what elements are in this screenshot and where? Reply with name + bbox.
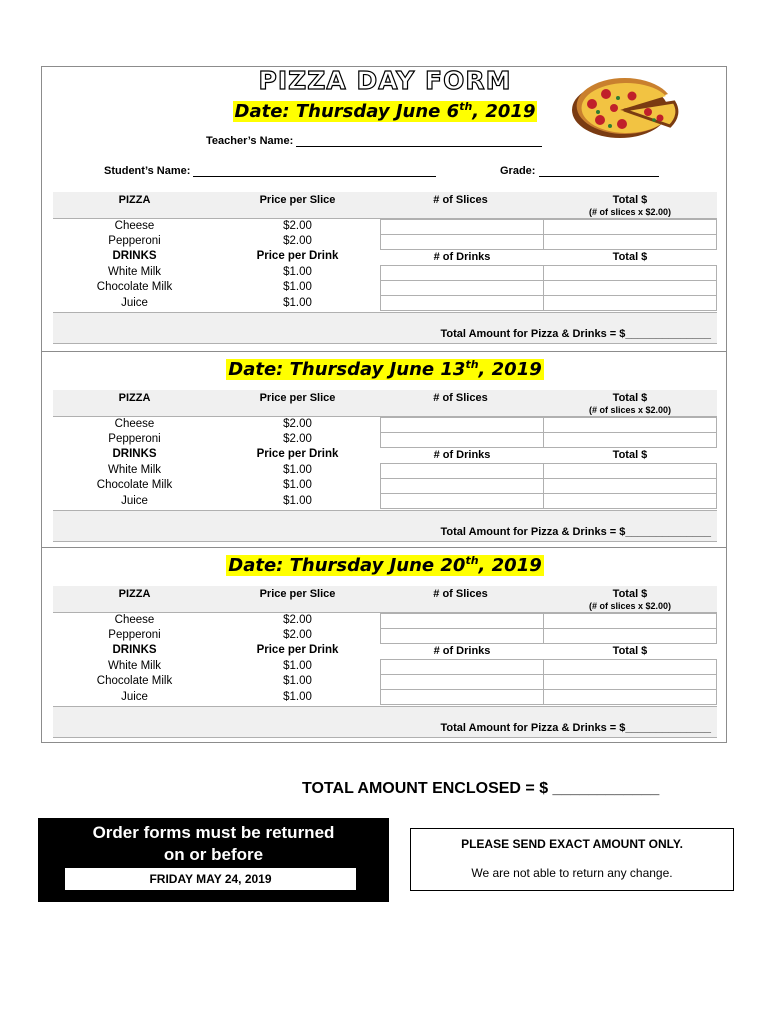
cheese-slices-input[interactable] xyxy=(380,613,544,629)
section-total-row[interactable]: Total Amount for Pizza & Drinks = $______________ xyxy=(53,510,717,542)
chocolate-milk-drinks-input[interactable] xyxy=(380,280,544,296)
juice-drinks-input[interactable] xyxy=(380,295,544,311)
section-divider xyxy=(41,547,727,548)
cheese-total-input[interactable] xyxy=(543,613,717,629)
white-milk-total-input[interactable] xyxy=(543,659,717,675)
notice-line-2: We are not able to return any change. xyxy=(471,866,673,880)
chocolate-milk-drinks-input[interactable] xyxy=(380,674,544,690)
grade-field[interactable]: Grade: xyxy=(500,165,659,177)
section-3-date: Date: Thursday June 20th, 2019 xyxy=(228,554,542,576)
white-milk-drinks-input[interactable] xyxy=(380,265,544,281)
chocolate-milk-total-input[interactable] xyxy=(543,674,717,690)
chocolate-milk-total-input[interactable] xyxy=(543,478,717,494)
order-section-3: PIZZA Price per Slice # of Slices Total $ (# of slices x $2.00) Cheese $2.00 Pepperoni $2.00 DRINKS Price per Drink White Milk $1.00 Chocolate Milk $1.00 Juice $1.00 # of Drinks Total $ Total Amount for Pizza & Drinks = $______________ xyxy=(53,586,717,741)
white-milk-drinks-input[interactable] xyxy=(380,463,544,479)
section-2-date: Date: Thursday June 13th, 2019 xyxy=(228,358,542,380)
return-deadline-box xyxy=(38,818,389,902)
cheese-total-input[interactable] xyxy=(543,417,717,433)
table-header: PIZZA Price per Slice # of Slices Total $ (# of slices x $2.00) xyxy=(53,192,717,219)
cheese-total-input[interactable] xyxy=(543,219,717,235)
pepperoni-total-input[interactable] xyxy=(543,432,717,448)
return-message-line-2: on or before xyxy=(163,845,264,864)
total-amount-enclosed[interactable]: TOTAL AMOUNT ENCLOSED = $ ____________ xyxy=(302,780,660,797)
juice-drinks-input[interactable] xyxy=(380,493,544,509)
juice-total-input[interactable] xyxy=(543,295,717,311)
pepperoni-total-input[interactable] xyxy=(543,628,717,644)
juice-total-input[interactable] xyxy=(543,493,717,509)
teacher-name-field[interactable]: Teacher’s Name: xyxy=(206,135,542,147)
form-title: PIZZA DAY FORM xyxy=(258,66,512,95)
white-milk-total-input[interactable] xyxy=(543,265,717,281)
cheese-slices-input[interactable] xyxy=(380,417,544,433)
exact-amount-notice xyxy=(410,828,734,891)
table-header: PIZZA Price per Slice # of Slices Total $ (# of slices x $2.00) xyxy=(53,390,717,417)
pepperoni-slices-input[interactable] xyxy=(380,234,544,250)
chocolate-milk-drinks-input[interactable] xyxy=(380,478,544,494)
juice-total-input[interactable] xyxy=(543,689,717,705)
return-date: FRIDAY MAY 24, 2019 xyxy=(65,868,356,890)
white-milk-total-input[interactable] xyxy=(543,463,717,479)
section-total-row[interactable]: Total Amount for Pizza & Drinks = $______________ xyxy=(53,312,717,344)
pepperoni-slices-input[interactable] xyxy=(380,628,544,644)
order-section-2: PIZZA Price per Slice # of Slices Total $ (# of slices x $2.00) Cheese $2.00 Pepperoni $2.00 DRINKS Price per Drink White Milk $1.00 Chocolate Milk $1.00 Juice $1.00 # of Drinks Total $ Total Amount for Pizza & Drinks = $______________ xyxy=(53,390,717,545)
notice-line-1: PLEASE SEND EXACT AMOUNT ONLY. xyxy=(461,837,683,851)
juice-drinks-input[interactable] xyxy=(380,689,544,705)
table-header: PIZZA Price per Slice # of Slices Total $ (# of slices x $2.00) xyxy=(53,586,717,613)
pepperoni-total-input[interactable] xyxy=(543,234,717,250)
chocolate-milk-total-input[interactable] xyxy=(543,280,717,296)
cheese-slices-input[interactable] xyxy=(380,219,544,235)
pepperoni-slices-input[interactable] xyxy=(380,432,544,448)
return-message-line-1: Order forms must be returned xyxy=(92,823,335,842)
white-milk-drinks-input[interactable] xyxy=(380,659,544,675)
student-name-field[interactable]: Student’s Name: xyxy=(104,165,436,177)
section-1-date: Date: Thursday June 6th, 2019 xyxy=(234,100,536,122)
section-divider xyxy=(41,351,727,352)
order-section-1: PIZZA Price per Slice # of Slices Total $ (# of slices x $2.00) Cheese $2.00 Pepperoni $2.00 DRINKS Price per Drink White Milk $1.00 Chocolate Milk $1.00 Juice $1.00 # of Drinks Total $ Total Amount for Pizza & Drinks = $______________ xyxy=(53,192,717,347)
section-total-row[interactable]: Total Amount for Pizza & Drinks = $______________ xyxy=(53,706,717,738)
